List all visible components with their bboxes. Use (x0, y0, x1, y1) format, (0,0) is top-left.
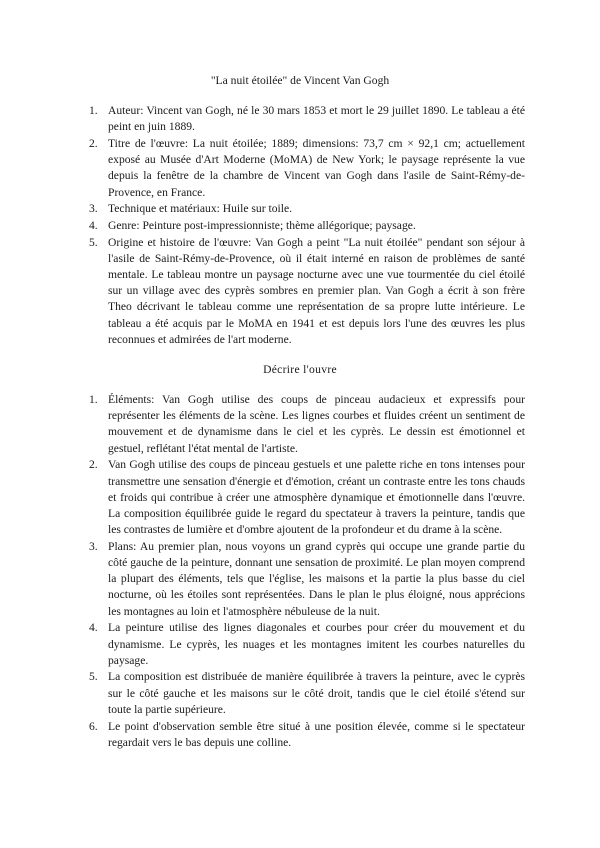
section-title: Décrire l'ouvre (263, 363, 337, 376)
list-item-text: Le point d'observation semble être situé à une position élevée, comme si le spectateur regardait vers le bas depuis une colline. (108, 719, 525, 749)
document-title: "La nuit étoilée" de Vincent Van Gogh (210, 74, 390, 87)
artwork-description-list (89, 392, 525, 751)
list-item (89, 103, 525, 135)
list-item (89, 620, 525, 669)
list-item-number: 4. (89, 621, 98, 635)
list-item (89, 392, 525, 457)
list-item-number: 2. (89, 136, 98, 150)
list-item-text: Van Gogh utilise des coups de pinceau gestuels et une palette riche en tons intenses pour transmettre une sensation d'énergie et d'émotion, créant un contraste entre les tons chauds et froids qui contribue à créer une atmosphère dynamique et émotionnelle dans l'œuvre. La composition équilibrée guide le regard du spectateur à travers la peinture, tandis que les contrastes de lumière et d'ombre ajoutent de la profondeur et du drame à la scène. (108, 458, 525, 537)
list-item-number: 1. (89, 393, 98, 406)
list-item-text: Éléments: Van Gogh utilise des coups de pinceau audacieux et expressifs pour représenter les éléments de la scène. Les lignes courbes et fluides créent un sentiment de mouvement et de dynamisme dans le ciel et les cyprès. Le dessin est émotionnel et gestuel, reflétant l'état mental de l'artiste. (108, 393, 525, 455)
list-item-text: Origine et histoire de l'œuvre: Van Gogh a peint "La nuit étoilée" pendant son séjour à l'asile de Saint-Rémy-de-Provence, où il était interné en raison de problèmes de santé mentale. Le tableau montre un paysage nocturne avec une vue tourmentée du ciel étoilé sur un village avec des cyprès sombres en premier plan. Van Gogh a écrit à son frère Theo décrivant le tableau comme une représentation de sa propre lutte intérieure. Le tableau a été acquis par le MoMA en 1941 et est depuis lors l'une des œuvres les plus reconnues et admirées de l'art moderne. (108, 235, 525, 346)
list-item-number: 5. (89, 235, 98, 249)
list-item-text: Genre: Peinture post-impressionniste; thème allégorique; paysage. (108, 218, 416, 232)
list-item-number: 4. (89, 218, 98, 232)
list-item-text: Auteur: Vincent van Gogh, né le 30 mars 1853 et mort le 29 juillet 1890. Le tableau a été peint en juin 1889. (108, 104, 525, 134)
list-item-text: Technique et matériaux: Huile sur toile. (108, 202, 292, 216)
list-item-number: 6. (89, 719, 98, 733)
list-item (89, 201, 525, 217)
list-item-text: Titre de l'œuvre: La nuit étoilée; 1889; dimensions: 73,7 cm × 92,1 cm; actuellement exposé au Musée d'Art Moderne (MoMA) de New York; le paysage représente la vue depuis la fenêtre de la chambre de Vincent van Gogh dans l'asile de Saint-Rémy-de-Provence, en France. (108, 136, 525, 199)
list-item-text: La composition est distribuée de manière équilibrée à travers la peinture, avec le cyprès sur le côté gauche et les maisons sur le côté droit, tandis que le ciel étoilé s'étend sur toute la partie supérieure. (108, 670, 525, 716)
list-item (89, 669, 525, 718)
list-item (89, 539, 525, 620)
list-item (89, 457, 525, 538)
list-item (89, 218, 525, 234)
list-item (89, 136, 525, 201)
list-item (89, 235, 525, 348)
list-item-number: 5. (89, 670, 98, 684)
list-item-text: Plans: Au premier plan, nous voyons un grand cyprès qui occupe une grande partie du côté gauche de la peinture, donnant une sensation de proximité. Le plan moyen comprend la plupart des éléments, tels que l'église, les maisons et la partie la plus basse du ciel nocturne, où les étoiles sont représentées. Dans le plan le plus éloigné, nous apprécions les montagnes au loin et l'atmosphère nébuleuse de la nuit. (108, 539, 525, 618)
list-item-number: 3. (89, 202, 98, 216)
list-item-number: 2. (89, 458, 98, 472)
list-item (89, 719, 525, 751)
list-item-number: 3. (89, 539, 98, 553)
list-item-text: La peinture utilise des lignes diagonales et courbes pour créer du mouvement et du dynamisme. Le cyprès, les nuages et les montagnes imitent les courbes naturelles du paysage. (108, 621, 525, 667)
artwork-info-list (89, 103, 525, 349)
list-item-number: 1. (89, 104, 98, 117)
